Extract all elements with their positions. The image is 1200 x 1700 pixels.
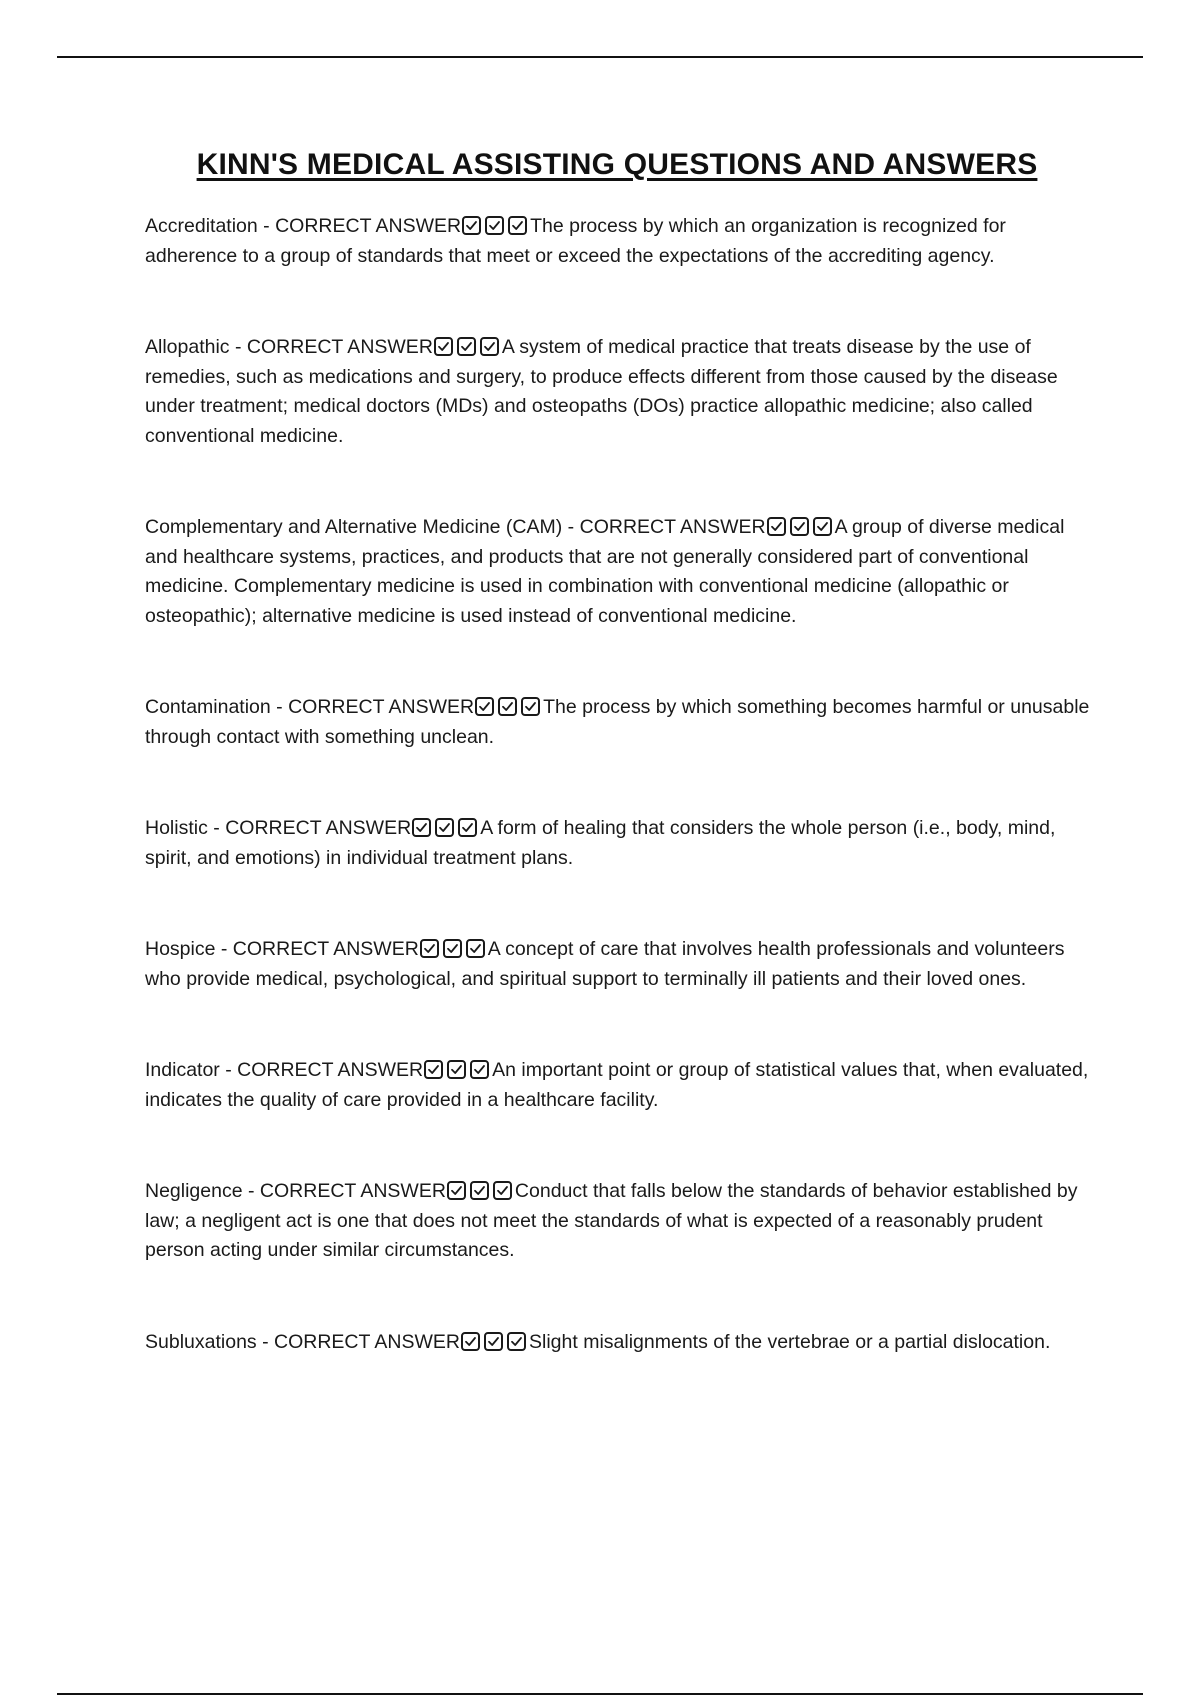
entry-definition: The process by which an organization is recognized for adherence to a group of standards that meet or exceed the expectations of the accrediting agency. — [145, 215, 1006, 267]
checkbox-checked-icon — [461, 1332, 480, 1351]
entry — [145, 814, 1100, 873]
entry — [145, 935, 1100, 994]
correct-answer-label: CORRECT ANSWER — [288, 696, 475, 718]
entry — [145, 513, 1100, 631]
top-rule — [57, 56, 1143, 58]
checkbox-checked-icon — [470, 1181, 489, 1200]
checkbox-checked-icon — [457, 337, 476, 356]
entry-separator: - — [256, 1330, 275, 1353]
checkmarks — [461, 212, 530, 242]
entry-definition: A group of diverse medical and healthcare systems, practices, and products that are not generally considered part of conventional medicine. Complementary medicine is used in combination with conventional medicine (allopathic or osteopathic); alternative medicine is used instead of conventional medicine. — [145, 516, 1065, 627]
checkmarks — [460, 1328, 529, 1358]
checkbox-checked-icon — [485, 216, 504, 235]
entry-term: Allopathic — [145, 336, 230, 358]
entry-term: Negligence — [145, 1180, 243, 1202]
entry-separator: - — [270, 696, 289, 718]
checkbox-checked-icon — [443, 939, 462, 958]
checkbox-checked-icon — [470, 1060, 489, 1079]
entry-definition: Conduct that falls below the standards of behavior established by law; a negligent act is one that does not meet the standards of what is expected of a reasonably prudent person acting under similar circumstances. — [145, 1180, 1078, 1261]
entry-definition: A form of healing that considers the whole person (i.e., body, mind, spirit, and emotions) in individual treatment plans. — [145, 817, 1056, 869]
checkbox-checked-icon — [498, 697, 517, 716]
checkbox-checked-icon — [434, 337, 453, 356]
entry-term: Complementary and Alternative Medicine (CAM) — [145, 516, 563, 538]
entry-definition: A concept of care that involves health professionals and volunteers who provide medical, psychological, and spiritual support to terminally ill patients and their loved ones. — [145, 938, 1065, 990]
entry-term: Contamination — [145, 696, 271, 718]
entry-separator: - — [242, 1180, 260, 1202]
checkbox-checked-icon — [462, 216, 481, 235]
checkbox-checked-icon — [424, 1060, 443, 1079]
correct-answer-label: CORRECT ANSWER — [579, 516, 766, 538]
checkmarks — [433, 333, 502, 363]
checkbox-checked-icon — [507, 1332, 526, 1351]
correct-answer-label: CORRECT ANSWER — [259, 1180, 446, 1202]
entry-separator: - — [229, 336, 247, 358]
entry-term: Accreditation — [145, 215, 258, 237]
entry-definition: The process by which something becomes harmful or unusable through contact with something unclean. — [145, 696, 1090, 748]
checkbox-checked-icon — [420, 939, 439, 958]
checkmarks — [423, 1056, 492, 1086]
correct-answer-label: CORRECT ANSWER — [237, 1059, 424, 1081]
entry-term: Holistic — [145, 817, 208, 839]
checkbox-checked-icon — [480, 337, 499, 356]
checkbox-checked-icon — [508, 216, 527, 235]
correct-answer-label: CORRECT ANSWER — [274, 1330, 461, 1353]
bottom-rule — [57, 1693, 1143, 1695]
checkbox-checked-icon — [447, 1181, 466, 1200]
entry — [145, 333, 1100, 451]
checkbox-checked-icon — [435, 818, 454, 837]
checkbox-checked-icon — [767, 517, 786, 536]
correct-answer-label: CORRECT ANSWER — [275, 215, 462, 237]
entry-definition: A system of medical practice that treats disease by the use of remedies, such as medications and surgery, to produce effects different from those caused by the disease under treatment; medical doctors (MDs) and osteopaths (DOs) practice allopathic medicine; also called conventional medicine. — [145, 336, 1058, 447]
correct-answer-label: CORRECT ANSWER — [232, 938, 419, 960]
checkbox-checked-icon — [521, 697, 540, 716]
checkbox-checked-icon — [412, 818, 431, 837]
checkmarks — [474, 693, 543, 723]
entry — [145, 1328, 1100, 1358]
checkbox-checked-icon — [447, 1060, 466, 1079]
entry — [145, 693, 1100, 752]
checkmarks — [766, 513, 835, 543]
entry-separator: - — [562, 516, 580, 538]
entry-term: Indicator — [145, 1059, 220, 1081]
entry-term: Hospice — [145, 938, 216, 960]
page-title: KINN'S MEDICAL ASSISTING QUESTIONS AND ANSWERS — [196, 148, 1038, 181]
entry-separator: - — [219, 1059, 238, 1081]
checkbox-checked-icon — [458, 818, 477, 837]
entry-definition: Slight misalignments of the vertebrae or a partial dislocation. — [529, 1330, 1051, 1353]
correct-answer-label: CORRECT ANSWER — [225, 817, 412, 839]
entry-separator: - — [215, 938, 233, 960]
entry-definition: An important point or group of statistical values that, when evaluated, indicates the quality of care provided in a healthcare facility. — [145, 1059, 1089, 1111]
entry-separator: - — [207, 817, 226, 839]
entry — [145, 1056, 1100, 1115]
entry — [145, 1177, 1100, 1266]
checkbox-checked-icon — [475, 697, 494, 716]
checkmarks — [419, 935, 488, 965]
entry-term: Subluxations — [145, 1330, 257, 1353]
checkbox-checked-icon — [790, 517, 809, 536]
checkmarks — [411, 814, 480, 844]
checkbox-checked-icon — [813, 517, 832, 536]
checkbox-checked-icon — [484, 1332, 503, 1351]
entry-list — [145, 212, 1100, 1419]
correct-answer-label: CORRECT ANSWER — [246, 336, 433, 358]
checkbox-checked-icon — [493, 1181, 512, 1200]
entry — [145, 212, 1100, 271]
checkbox-checked-icon — [466, 939, 485, 958]
entry-separator: - — [257, 215, 276, 237]
checkmarks — [446, 1177, 515, 1207]
